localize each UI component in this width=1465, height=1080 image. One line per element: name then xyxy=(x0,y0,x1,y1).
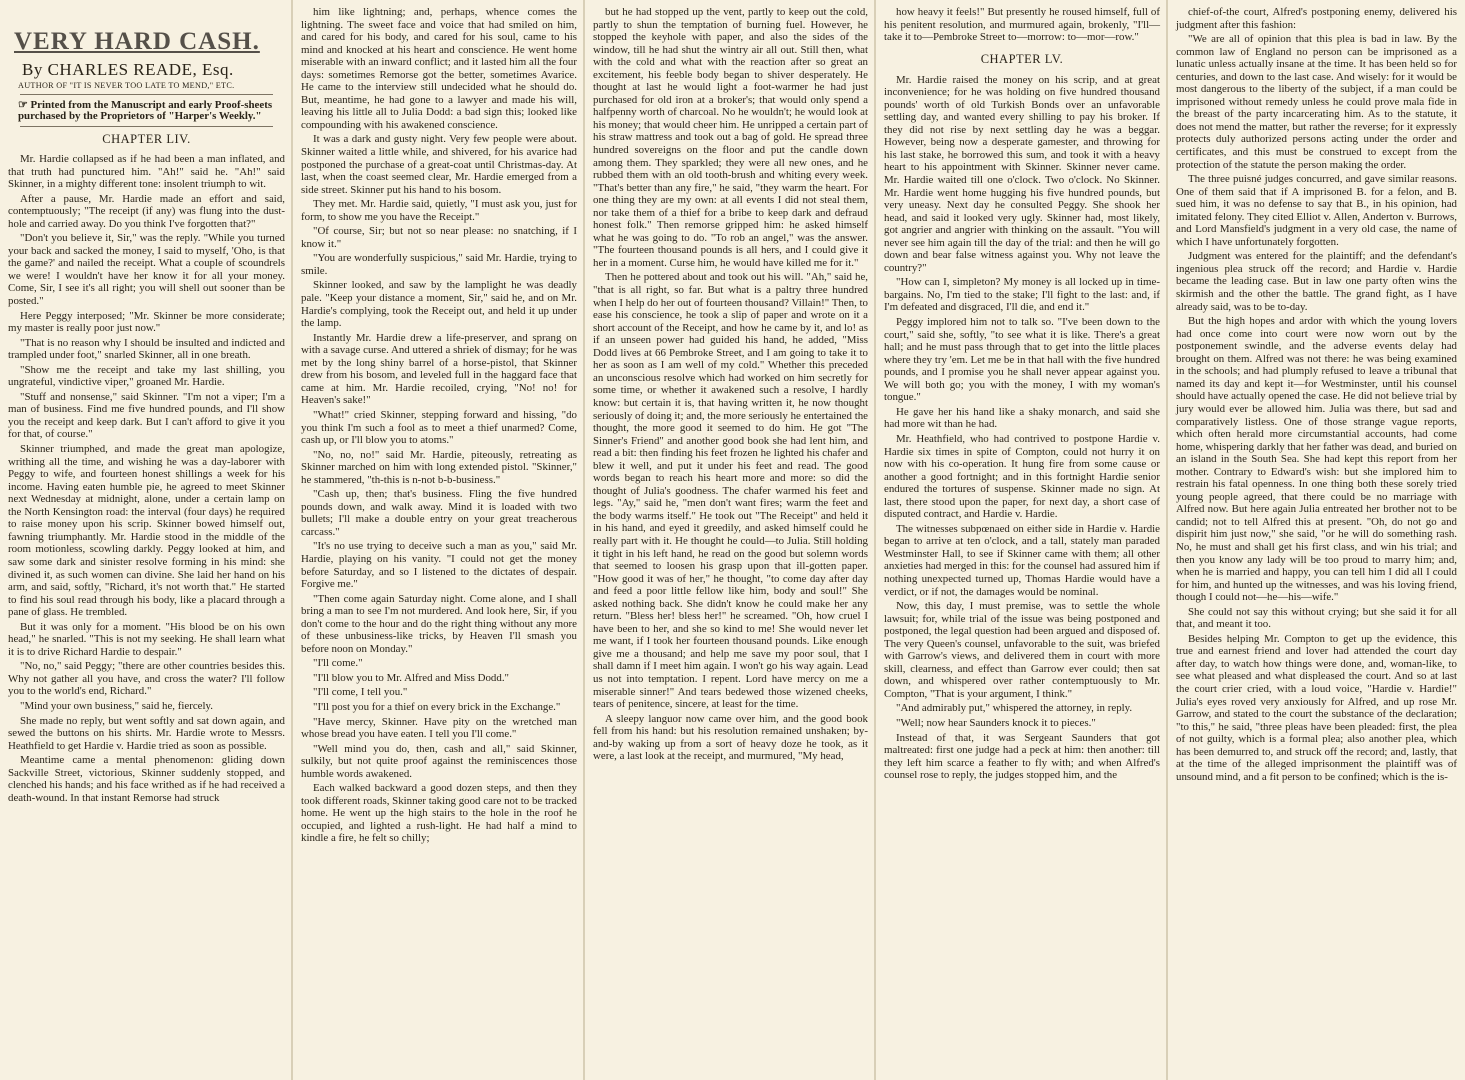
paragraph: "No, no, no!" said Mr. Hardie, piteously, retreating as Skinner marched on him with long extended pistol. "Skinner," he stammered, "th-this is n-not b-b-business." xyxy=(301,448,577,486)
paragraph: Besides helping Mr. Compton to get up the evidence, this true and earnest friend and lover had attended the court day after day, to watch how things were done, and, woman-like, to see what pleased and what displeased the court. And so at last the court crier cried, with a loud voice, "Hardie v. Hardie!" Julia's eyes roved very anxiously for Alfred, and up rose Mr. Garrow, and stated to the court the substance of the declaration; "to this," he said, "three pleas have been pleaded: first, the plea of not guilty, which is a formal plea; also another plea, which has been demurred to, and struck off the record; and, lastly, that at the time of the alleged imprisonment the plaintiff was of unsound mind, and a fit person to be confined; which is the is- xyxy=(1176,632,1457,783)
paragraph: She made no reply, but went softly and sat down again, and sewed the buttons on his shirts. Mr. Hardie wrote to Messrs. Heathfield to get Hardie v. Hardie tried as soon as possible. xyxy=(8,714,285,752)
paragraph: "Mind your own business," said he, fiercely. xyxy=(20,699,213,712)
paragraph: Judgment was entered for the plaintiff; and the defendant's ingenious plea struck off the record; and Hardie v. Hardie became the leading case. But in law one party often wins the skirmish and the other the battle. The grand fight, as I have already said, was to be to-day. xyxy=(1176,250,1457,313)
paragraph: "Well; now hear Saunders knock it to pieces." xyxy=(896,716,1096,729)
paragraph: But the high hopes and ardor with which the young lovers had once come into court were now worn out by the postponement swindle, and the adverse events delay had brought on them. Alfred was not there: he was being examined in the schools; and had plumply refused to leave a tribunal that named its day and kept it—for Westminster, until his counsel should have actually opened the case. He did not believe trial by jury would ever be allowed him. Julia was there, but sad and comparatively listless. One of those strange vague reports, which often herald more circumstantial accounts, had come home, whispering darkly that her father was dead, and buried on an island in the South Sea. She had kept this report from her mother. Contrary to Edward's wish: but she implored him to restrain his fatal openness. In one thing both these sorely tried young people agreed, that there could be no marriage with Alfred now. But here again Julia entreated her brother not to be candid; not to tell Alfred this at present. "Oh, do not go and dispirit him just now," she said, "or he will do something rash. No, he must and shall get his first class, and win his trial; and then you know any lady will be too proud to marry him; and, when he is married and happy, you can tell him I did all I could for him, and hunted up the witnesses, and was his loving friend, though I could not—he—his—wife." xyxy=(1176,315,1457,604)
paragraph: "No, no," said Peggy; "there are other countries besides this. Why not gather all you have, and cross the water? I'll follow you to the world's end, Richard." xyxy=(8,660,285,698)
paragraph: "I'll blow you to Mr. Alfred and Miss Dodd." xyxy=(313,671,509,684)
paragraph: him like lightning; and, perhaps, whence comes the lightning. The sweet face and voice that had smiled on him, and cared for his body, and cared for his soul, came to his mind and knocked at his heart and conscience. He went home miserable with an inward conflict; and it lasted him all the four days: sometimes Remorse got the better, sometimes Avarice. He came to the interview still undecided what he should do. But, meantime, he had gone to a lawyer and made his will, leaving his little all to Julia Dodd: a bad sign this; looked like compounding with his awakened conscience. xyxy=(301,6,577,131)
paragraph: The three puisné judges concurred, and gave similar reasons. One of them said that if A imprisoned B. for a felon, and B. sued him, it was no defense to say that B., in his opinion, had imitated felony. They cited Elliot v. Allen, Anderton v. Burrows, and Lord Mansfield's judgment in a very old case, the name of which I have unfortunately forgotten. xyxy=(1176,173,1457,248)
column-5 xyxy=(1168,0,1465,1080)
column-4 xyxy=(876,0,1168,1080)
paragraph: "Stuff and nonsense," said Skinner. "I'm not a viper; I'm a man of business. Find me five hundred pounds, and I'll show you the receipt and keep dark. But I can't afford to give it you for that, of course." xyxy=(8,390,285,441)
paragraph: After a pause, Mr. Hardie made an effort and said, contemptuously; "The receipt (if any) was flung into the dust-hole and carried away. Do you think I've forgotten that?" xyxy=(8,192,285,230)
paragraph: He gave her his hand like a shaky monarch, and said she had more wit than he had. xyxy=(884,405,1160,431)
paragraph: Mr. Heathfield, who had contrived to postpone Hardie v. Hardie six times in spite of Compton, could not hurry it on now with his co-operation. It hung fire from some cause or another a good fortnight; and in this fortnight Hardie senior endured the tortures of suspense. Skinner made no sign. At last, there stood upon the paper, for next day, a short case of disputed contract, and Hardie v. Hardie. xyxy=(884,432,1160,521)
paragraph: "That is no reason why I should be insulted and indicted and trampled under foot," snarled Skinner, all in one breath. xyxy=(8,336,285,362)
divider xyxy=(20,126,273,127)
paragraph: "You are wonderfully suspicious," said Mr. Hardie, trying to smile. xyxy=(301,252,577,277)
paragraph: "Cash up, then; that's business. Fling the five hundred pounds down, and walk away. Mind it is loaded with two bullets; I'll make a double entry on your great treacherous carcass." xyxy=(301,488,577,538)
paragraph: Here Peggy interposed; "Mr. Skinner be more considerate; my master is really poor just now." xyxy=(8,309,285,335)
paragraph: Each walked backward a good dozen steps, and then they took different roads, Skinner taking good care not to be tracked home. He went up the high stairs to the hole in the roof he occupied, and lighted a rush-light. He had half a mind to kindle a fire, he felt so chilly; xyxy=(301,782,577,845)
paragraph: but he had stopped up the vent, partly to keep out the cold, partly to shun the temptation of burning fuel. However, he stopped the keyhole with paper, and also the sides of the window, till he had shut the wintry air all out. Still then, what with the cold and what with the reaction after so great an excitement, his feeble body began to shiver desperately. He thought at last he would light a foot-warmer he had just purchased for old iron at a broker's; that would only spend a halfpenny worth of charcoal. No he wouldn't; he would look at his money; that would cheer him. He unripped a certain part of his straw mattress and took out a bag of gold. He spread three hundred sovereigns on the floor and put the candle down among them. They sparkled; they were all new ones, and he rubbed them with an old tooth-brush and whiting every week. "That's better than any fire," he said, "they warm the heart. For one thing they are my own: at all events I did not steal them, nor take them of a thief for a bribe to keep dark and defraud honest folk." Then remorse gripped him: he asked himself what he was going to do. "To rob an angel," was the answer. "The fourteen thousand pounds is all hers, and I could give it her in a moment. Curse him, he would have killed me for it." xyxy=(593,6,868,269)
paragraph: "It's no use trying to deceive such a man as you," said Mr. Hardie, playing on his vanity. "I could not get the money before Saturday, and so I listened to the dictates of despair. Forgive me." xyxy=(301,540,577,591)
paragraph: "Show me the receipt and take my last shilling, you ungrateful, vindictive viper," groaned Mr. Hardie. xyxy=(8,363,285,389)
paragraph: The witnesses subpœnaed on either side in Hardie v. Hardie began to arrive at ten o'clock, and a tall, stately man paraded Westminster Hall, to see if Skinner came with them; all other anxieties had merged in this: for the counsel had assured him if nothing unexpected turned up, Thomas Hardie would have a verdict, or if not, the damages would be nominal. xyxy=(884,522,1160,598)
paragraph: "I'll post you for a thief on every brick in the Exchange." xyxy=(313,700,561,713)
paragraph: But it was only for a moment. "His blood be on his own head," he snarled. "This is not my seeking. He shall learn what it is to drive Richard Hardie to despair." xyxy=(8,620,285,658)
byline: By CHARLES READE, Esq. xyxy=(22,60,234,79)
column-3 xyxy=(585,0,876,1080)
paragraph: Now, this day, I must premise, was to settle the whole lawsuit; for, while trial of the issue was being postponed and postponed, the legal question had been argued and disposed of. The very Queen's counsel, unfavorable to the suit, was briefed with Garrow's views, and delivered them in court with more skill, clearness, and effect than Garrow ever could; then sat down, and whispered over rather contemptuously to Mr. Compton, "That is your argument, I think." xyxy=(884,600,1160,700)
paragraph: "And admirably put," whispered the attorney, in reply. xyxy=(896,702,1133,715)
paragraph: "Then come again Saturday night. Come alone, and I shall bring a man to see I'm not murdered. And look here, Sir, if you don't come to the hour and do the right thing without any more of these unbusiness-like tricks, by Heaven I'll smash you before noon on Monday." xyxy=(301,592,577,655)
paragraph: "Have mercy, Skinner. Have pity on the wretched man whose bread you have eaten. I tell you I'll come." xyxy=(301,715,577,741)
paragraph: Meantime came a mental phenomenon: gliding down Sackville Street, victorious, Skinner suddenly stopped, and clenched his hands; and his face writhed as if he had received a death-wound. In that instant Remorse had struck xyxy=(8,754,285,804)
paragraph: Mr. Hardie raised the money on his scrip, and at great inconvenience; for he was holding on five hundred thousand pounds' worth of old Turkish Bonds over an unfavorable settling day, and wanted every shilling to pay his broker. If they did not rise by next settling day he was a beggar. However, being now a desperate gamester, and throwing for his last stake, he borrowed this sum, and took it with a heavy heart to his appointment with Skinner. Skinner never came. Mr. Hardie waited till one o'clock. Two o'clock. No Skinner. Mr. Hardie went home hugging his five hundred pounds, but very uneasy. Next day he consulted Peggy. She shook her head, and said it looked very ugly. Skinner had, most likely, got angrier and angrier with thinking on the assault. "You will never see him again till the day of the trial: and then he will go down and bear false witness against you. Why not leave the country?" xyxy=(884,73,1160,274)
column-1 xyxy=(0,0,293,1080)
printed-note: ☞ Printed from the Manuscript and early Proof-sheets purchased by the Proprietors of "Harper's Weekly." xyxy=(18,99,273,122)
paragraph: "I'll come, I tell you." xyxy=(313,686,408,699)
paragraph: "Don't you believe it, Sir," was the reply. "While you turned your back and sacked the money, I said to myself, 'Oho, is that the game?' and nailed the receipt. What a couple of scoundrels we were! I wouldn't have her know it for all your money. Come, Sir, I see it's all right; you will shell out sooner than be posted." xyxy=(8,232,285,308)
column-1-text xyxy=(8,153,285,804)
paragraph: Peggy implored him not to talk so. "I've been down to the court," said she, softly, "to see what it is like. There's a great hall; and he must pass through that to get into the little places where they try 'em. Let me be in that hall with the five hundred pounds, and I promise you he shall never appear against you. We will both go; you with the money, I with my woman's tongue." xyxy=(884,316,1160,404)
divider xyxy=(20,94,273,95)
paragraph: Instantly Mr. Hardie drew a life-preserver, and sprang on with a savage curse. And uttered a shriek of dismay; for he was met by the long shiny barrel of a horse-pistol, that Skinner drew from his bosom, and leveled full in the haggard face that came at him. Mr. Hardie recoiled, crying, "No! no! for Heaven's sake!" xyxy=(301,331,577,407)
story-title: VERY HARD CASH. xyxy=(14,28,260,55)
chapter-heading: CHAPTER LIV. xyxy=(102,132,191,146)
paragraph: "I'll come." xyxy=(313,657,363,670)
paragraph: "Well mind you do, then, cash and all," said Skinner, sulkily, but not quite proof against the reminiscences those humble words awakened. xyxy=(301,742,577,780)
paragraph: how heavy it feels!" But presently he roused himself, full of his penitent resolution, and murmured again, brokenly, "I'll—take it to—Pembroke Street to—morrow: to—mor—row." xyxy=(884,6,1160,44)
column-2 xyxy=(293,0,585,1080)
paragraph: Skinner looked, and saw by the lamplight he was deadly pale. "Keep your distance a moment, Sir," said he, and on Mr. Hardie's complying, took the Receipt out, and held it up under the lamp. xyxy=(301,279,577,330)
paragraph: It was a dark and gusty night. Very few people were about. Skinner waited a little while, and shivered, for his avarice had postponed the purchase of a great-coat until Christmas-day. At last, when the coast seemed clear, Mr. Hardie emerged from a side street. Skinner put his hand to his bosom. xyxy=(301,133,577,196)
paragraph: A sleepy languor now came over him, and the good book fell from his hand: but his resolution remained unshaken; by-and-by waking up from a sort of heavy doze he took, as it were, a last look at the receipt, and murmured, "My head, xyxy=(593,712,868,763)
paragraph: They met. Mr. Hardie said, quietly, "I must ask you, just for form, to show me you have the Receipt." xyxy=(301,198,577,223)
paragraph: "Of course, Sir; but not so near please: no snatching, if I know it." xyxy=(301,225,577,250)
paragraph: "How can I, simpleton? My money is all locked up in time-bargains. No, I'm tied to the stake; I'll fight to the last: and, if I'm defeated and disgraced, I'll die, and end it." xyxy=(884,276,1160,314)
paragraph: "We are all of opinion that this plea is bad in law. By the common law of England no person can be imprisoned as a lunatic unless actually insane at the time. It has been held so for centuries, and down to the last case. And wisely: for it would be most dangerous to the liberty of the subject, if a man could be imprisoned without remedy unless he could prove mala fide in the breast of the party incarcerating him. As to the statute, it does not mend the matter, but rather the reverse; for it expressly protects duly authorized persons acting under the order and certificates, and this must be construed to except from the protection of the statute the person making the order. xyxy=(1176,33,1457,171)
author-note: AUTHOR OF "IT IS NEVER TOO LATE TO MEND," ETC. xyxy=(18,81,235,90)
paragraph: Instead of that, it was Sergeant Saunders that got maltreated: first one judge had a peck at him: then another: till they left him scarce a feather to fly with; and when Alfred's counsel rose to reply, the judges stopped him, and the xyxy=(884,731,1160,782)
chapter-heading: CHAPTER LV. xyxy=(980,51,1064,66)
paragraph: She could not say this without crying; but she said it for all that, and meant it too. xyxy=(1176,605,1457,631)
paragraph: Then he pottered about and took out his will. "Ah," said he, "that is all right, so far. But what is a paltry three hundred when I help do her out of fourteen thousand? Villain!" Then, to ease his conscience, he took a slip of paper and wrote on it a short account of the Receipt, and how he came by it, and lo! as if an unseen power had guided his hand, he added, "Miss Dodd lives at 66 Pembroke Street, and I am going to take it to her as soon as I am well of my cold." Whether this preceded an unconscious resolve which had worked on him secretly for some time, or whether it awakened such a resolve, I hardly know: but certain it is, that having written it, he now thought seriously of doing it; and, the more seriously he entertained the thought, the more good it seemed to do him. He got "The Sinner's Friend" and another good book she had lent him, and read a bit: then finding his feet frozen he lighted his chafer and blew it well, and put it under his feet and read. The good words began to reach his heart more and more: so did the thought of Julia's goodness. The chafer warmed his feet and legs. "Ay," said he, "men don't want fires; warm the feet and the body warms itself." He took out "The Receipt" and held it in his hand, and eyed it greedily, and asked himself could he really part with it. He thought he could—to Julia. Still holding it tight in his left hand, he read on the good but solemn words that seemed to loosen his grasp upon that ill-gotten paper. "How good it was of her," he thought, "to come day after day and feed a poor little fellow like him, body and soul!" She asked nothing back. She didn't know he could make her any return. "Bless her! bless her!" he screamed. "Oh, how cruel I have been to her, and she so kind to me! She would never let me want, if I took her fourteen thousand pounds. Like enough give me a thousand; and help me save my poor soul, that I shall damn if I meet him again. I won't go his way again. Lead us not into temptation. I repent. Lord have mercy on me a miserable sinner!" And tears bedewed those wizened cheeks, tears of penitence, sincere, at least for the time. xyxy=(593,271,868,711)
paragraph: Skinner triumphed, and made the great man apologize, writhing all the time, and wishing he was a day-laborer with Peggy to wife, and fourteen honest shillings a week for his income. Having eaten humble pie, he agreed to meet Skinner next Wednesday at midnight, alone, under a certain lamp on the North Kensington road: the interval (four days) he required to raise money upon his scrip. Skinner bowed himself out, fawning triumphantly. Mr. Hardie stood in the middle of the room motionless, scowling darkly. Peggy looked at him, and saw some dark and sinister resolve forming in his mind: she divined it, as such women can divine. She laid her hand on his arm, and said, softly, "Richard, it's not worth that." He started to find his soul read through his body, like a placard through a pane of glass. He trembled. xyxy=(8,443,285,619)
paragraph: Mr. Hardie collapsed as if he had been a man inflated, and that truth had punctured him. "Ah!" said he. "Ah!" said Skinner, in a mighty different tone: insolent triumph to wit. xyxy=(8,153,285,191)
paragraph: "What!" cried Skinner, stepping forward and hissing, "do you think I'm such a fool as to meet a thief unarmed? Come, cash up, or I'll blow you to atoms." xyxy=(301,408,577,447)
paragraph: chief-of-the court, Alfred's postponing enemy, delivered his judgment after this fashion: xyxy=(1176,6,1457,31)
